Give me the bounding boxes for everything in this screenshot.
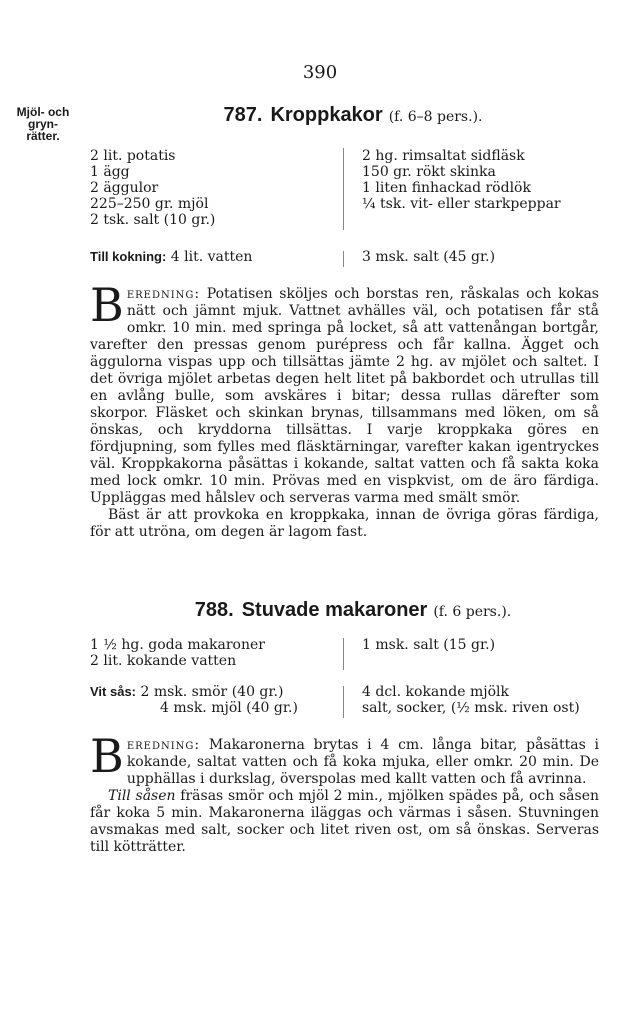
- recipe-787-kokning-left: [90, 249, 252, 265]
- kokning-salt: 3 msk. salt (45 gr.): [362, 249, 496, 265]
- ingredient: 1 ägg: [90, 164, 130, 180]
- beredning-text: Potatisen sköljes och borstas ren, råskalas och kokas nätt och jämnt mjuk. Vattnet avhälles väl, och potatisen får stå omkr. 10 min. med springa på locket, så att vattenångan bortgår, varefter den pressas genom purépress och får kallna. Ägget och äggulorna vispas upp och tillsättas jämte 2 hg. av mjölet och saltet. I det övriga mjölet arbetas degen helt litet på bakbordet och utrullas till en avlång bulle, som avskäres i bitar; dessa rullas därefter som skorpor. Fläsket och skinkan brynas, tillsammans med löken, om så önskas, och kryddorna tillsättas. I varje kroppkaka göres en fördjupning, som fylles med fläsktärningar, varefter kakan igentryckes väl. Kroppkakorna påsättas i kokande, saltat vatten och få sakta koka med lock omkr. 10 min. Prövas med en vispkvist, om de äro färdiga. Uppläggas med hålslev och serveras varma med smält smör.: [90, 286, 599, 506]
- recipe-788-name: Stuvade makaroner: [241, 599, 428, 621]
- recipe-788-number: 788.: [194, 599, 234, 621]
- recipe-787-ingredients-left: [90, 148, 215, 228]
- sauce-instructions: [90, 788, 599, 856]
- kokning-water: 4 lit. vatten: [170, 249, 253, 265]
- ingredient: 150 gr. rökt skinka: [362, 164, 496, 180]
- drop-cap: B: [90, 278, 124, 332]
- sauce-ingredient: salt, socker, (½ msk. riven ost): [362, 700, 580, 716]
- recipe-787-number: 787.: [223, 104, 263, 126]
- recipe-788-ingredients-right: [362, 637, 495, 653]
- recipe-788-sauce-left: [90, 684, 298, 716]
- recipe-787-title: [88, 104, 618, 127]
- ingredient: 2 äggulor: [90, 180, 159, 196]
- ingredient: ¼ tsk. vit- eller starkpeppar: [362, 196, 561, 212]
- recipe-787-instructions: [90, 278, 599, 541]
- sauce-text: fräsas smör och mjöl 2 min., mjölken spädes på, och såsen får koka 5 min. Makaronerna iläggas och värmas i såsen. Stuvningen avsmakas med salt, socker och litet riven ost, om så önskas. Serveras till kötträtter.: [90, 788, 599, 855]
- column-divider: [343, 638, 344, 670]
- recipe-787-name: Kroppkakor: [270, 104, 383, 126]
- ingredient: 1 liten finhackad rödlök: [362, 180, 531, 196]
- ingredient: 1 ½ hg. goda makaroner: [90, 637, 265, 653]
- ingredient: 1 msk. salt (15 gr.): [362, 637, 496, 653]
- beredning-heading: eredning:: [126, 286, 201, 302]
- sauce-ingredient: 2 msk. smör (40 gr.): [140, 684, 284, 700]
- recipe-788-title: [88, 599, 618, 622]
- ingredient: 225–250 gr. mjöl: [90, 196, 209, 212]
- sauce-ingredient: 4 msk. mjöl (40 gr.): [160, 700, 298, 716]
- ingredient: 2 hg. rimsaltat sidfläsk: [362, 148, 525, 164]
- sauce-label: Vit sås:: [90, 684, 137, 699]
- beredning-heading: eredning:: [126, 737, 201, 753]
- ingredient: 2 lit. kokande vatten: [90, 653, 237, 669]
- beredning-text: Makaronerna brytas i 4 cm. långa bitar, påsättas i kokande, saltat vatten och få koka mjuka, eller omkr. 20 min. De upphällas i durkslag, överspolas med kallt vatten och få avrinna.: [126, 737, 599, 787]
- sauce-ingredient: 4 dcl. kokande mjölk: [362, 684, 509, 700]
- margin-note-line-1: Mjöl- och: [16, 105, 70, 119]
- sauce-intro: Till såsen: [108, 788, 176, 804]
- column-divider: [343, 251, 344, 267]
- recipe-787-ingredients-right: [362, 148, 561, 212]
- margin-note-line-2: gryn-: [28, 117, 58, 131]
- recipe-787-tip: Bäst är att provkoka en kroppkaka, innan de övriga göras färdiga, för att utröna, om degen är lagom fast.: [90, 507, 599, 540]
- recipe-788-ingredients-left: [90, 637, 265, 669]
- margin-note-line-3: rätter.: [26, 129, 60, 143]
- column-divider: [343, 686, 344, 718]
- ingredient: 2 tsk. salt (10 gr.): [90, 212, 216, 228]
- column-divider: [343, 148, 344, 230]
- drop-cap: B: [90, 729, 124, 783]
- page-number: 390: [302, 62, 338, 83]
- ingredient: 2 lit. potatis: [90, 148, 176, 164]
- recipe-787-servings: (f. 6–8 pers.).: [388, 109, 483, 125]
- recipe-788-instructions: [90, 729, 599, 856]
- margin-note: [8, 106, 78, 142]
- recipe-788-servings: (f. 6 pers.).: [433, 604, 512, 620]
- kokning-label: Till kokning:: [90, 249, 167, 264]
- recipe-788-sauce-right: [362, 684, 580, 716]
